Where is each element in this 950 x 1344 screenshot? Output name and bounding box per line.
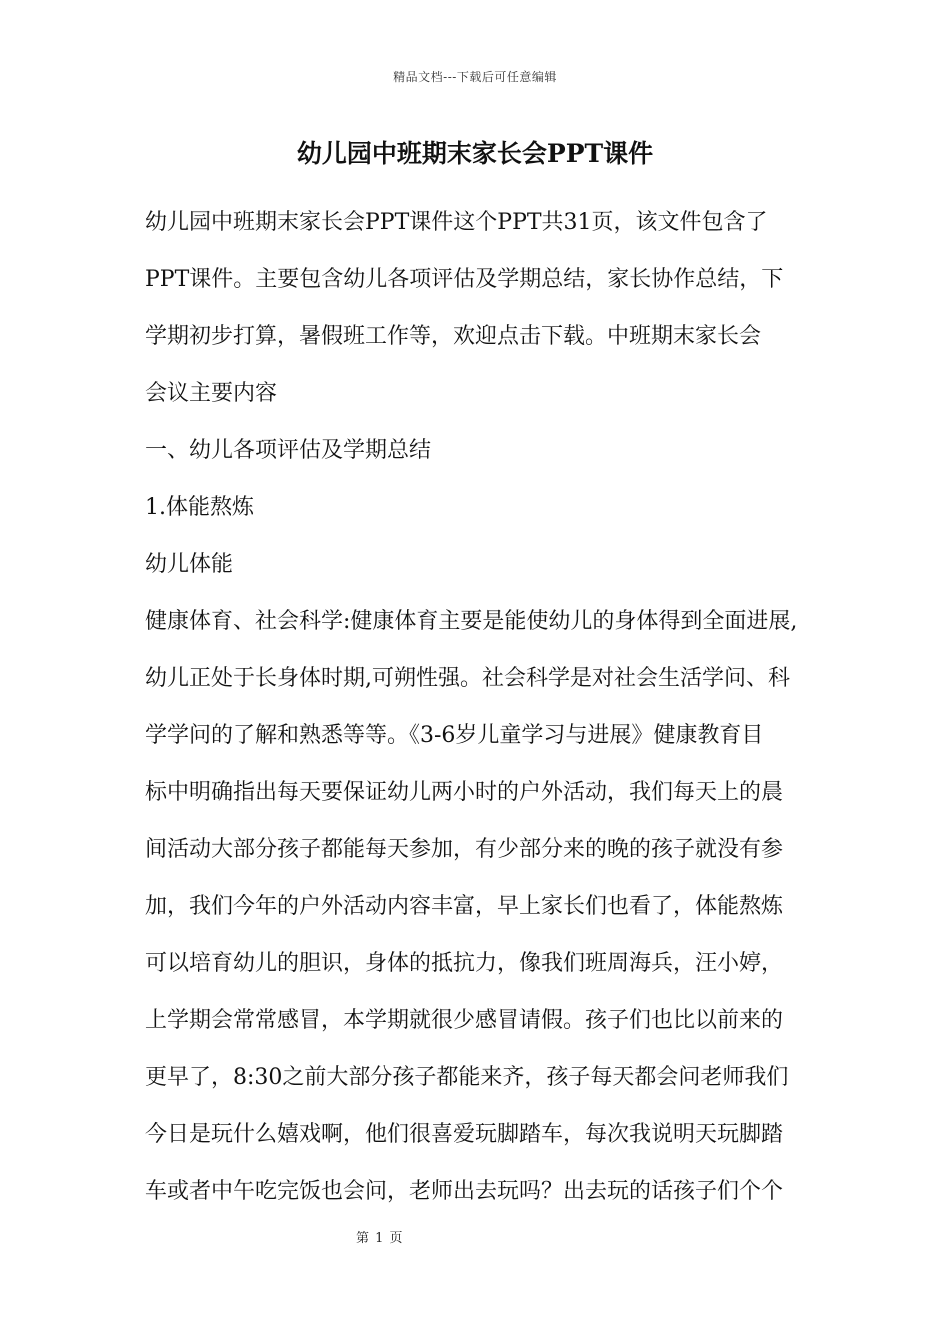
document-title: 幼儿园中班期末家长会PPT课件 bbox=[296, 139, 654, 168]
body-line: 一、幼儿各项评估及学期总结 bbox=[145, 438, 432, 463]
body-line: 学期初步打算，暑假班工作等，欢迎点击下载。中班期末家长会 bbox=[145, 324, 762, 349]
body-line: 幼儿体能 bbox=[145, 552, 234, 577]
body-line: 加，我们今年的户外活动内容丰富，早上家长们也看了，体能熬炼 bbox=[145, 894, 784, 919]
page-header-note: 精品文档---下载后可任意编辑 bbox=[393, 70, 557, 84]
body-line: 健康体育、社会科学:健康体育主要是能使幼儿的身体得到全面进展, bbox=[145, 609, 798, 634]
document-body bbox=[145, 194, 825, 1220]
body-line: 幼儿正处于长身体时期,可朔性强。社会科学是对社会生活学问、科 bbox=[145, 666, 790, 691]
body-line: PPT课件。主要包含幼儿各项评估及学期总结，家长协作总结，下 bbox=[145, 267, 784, 292]
body-line: 1.体能熬炼 bbox=[145, 495, 254, 520]
body-line: 间活动大部分孩子都能每天参加，有少部分来的晚的孩子就没有参 bbox=[145, 837, 784, 862]
page-number: 第 1 页 bbox=[356, 1231, 404, 1246]
body-line: 标中明确指出每天要保证幼儿两小时的户外活动，我们每天上的晨 bbox=[145, 780, 784, 805]
body-line: 幼儿园中班期末家长会PPT课件这个PPT共31页，该文件包含了 bbox=[145, 210, 768, 235]
body-line: 更早了，8:30之前大部分孩子都能来齐，孩子每天都会问老师我们 bbox=[145, 1065, 789, 1090]
body-line: 车或者中午吃完饭也会问，老师出去玩吗？出去玩的话孩子们个个 bbox=[145, 1179, 784, 1204]
body-line: 学学问的了解和熟悉等等。《3-6岁儿童学习与进展》健康教育目 bbox=[145, 723, 764, 748]
body-line: 会议主要内容 bbox=[145, 381, 278, 406]
body-line: 今日是玩什么嬉戏啊，他们很喜爱玩脚踏车，每次我说明天玩脚踏 bbox=[145, 1122, 784, 1147]
body-line: 上学期会常常感冒，本学期就很少感冒请假。孩子们也比以前来的 bbox=[145, 1008, 784, 1033]
body-line: 可以培育幼儿的胆识，身体的抵抗力，像我们班周海兵，汪小婷， bbox=[145, 951, 784, 976]
